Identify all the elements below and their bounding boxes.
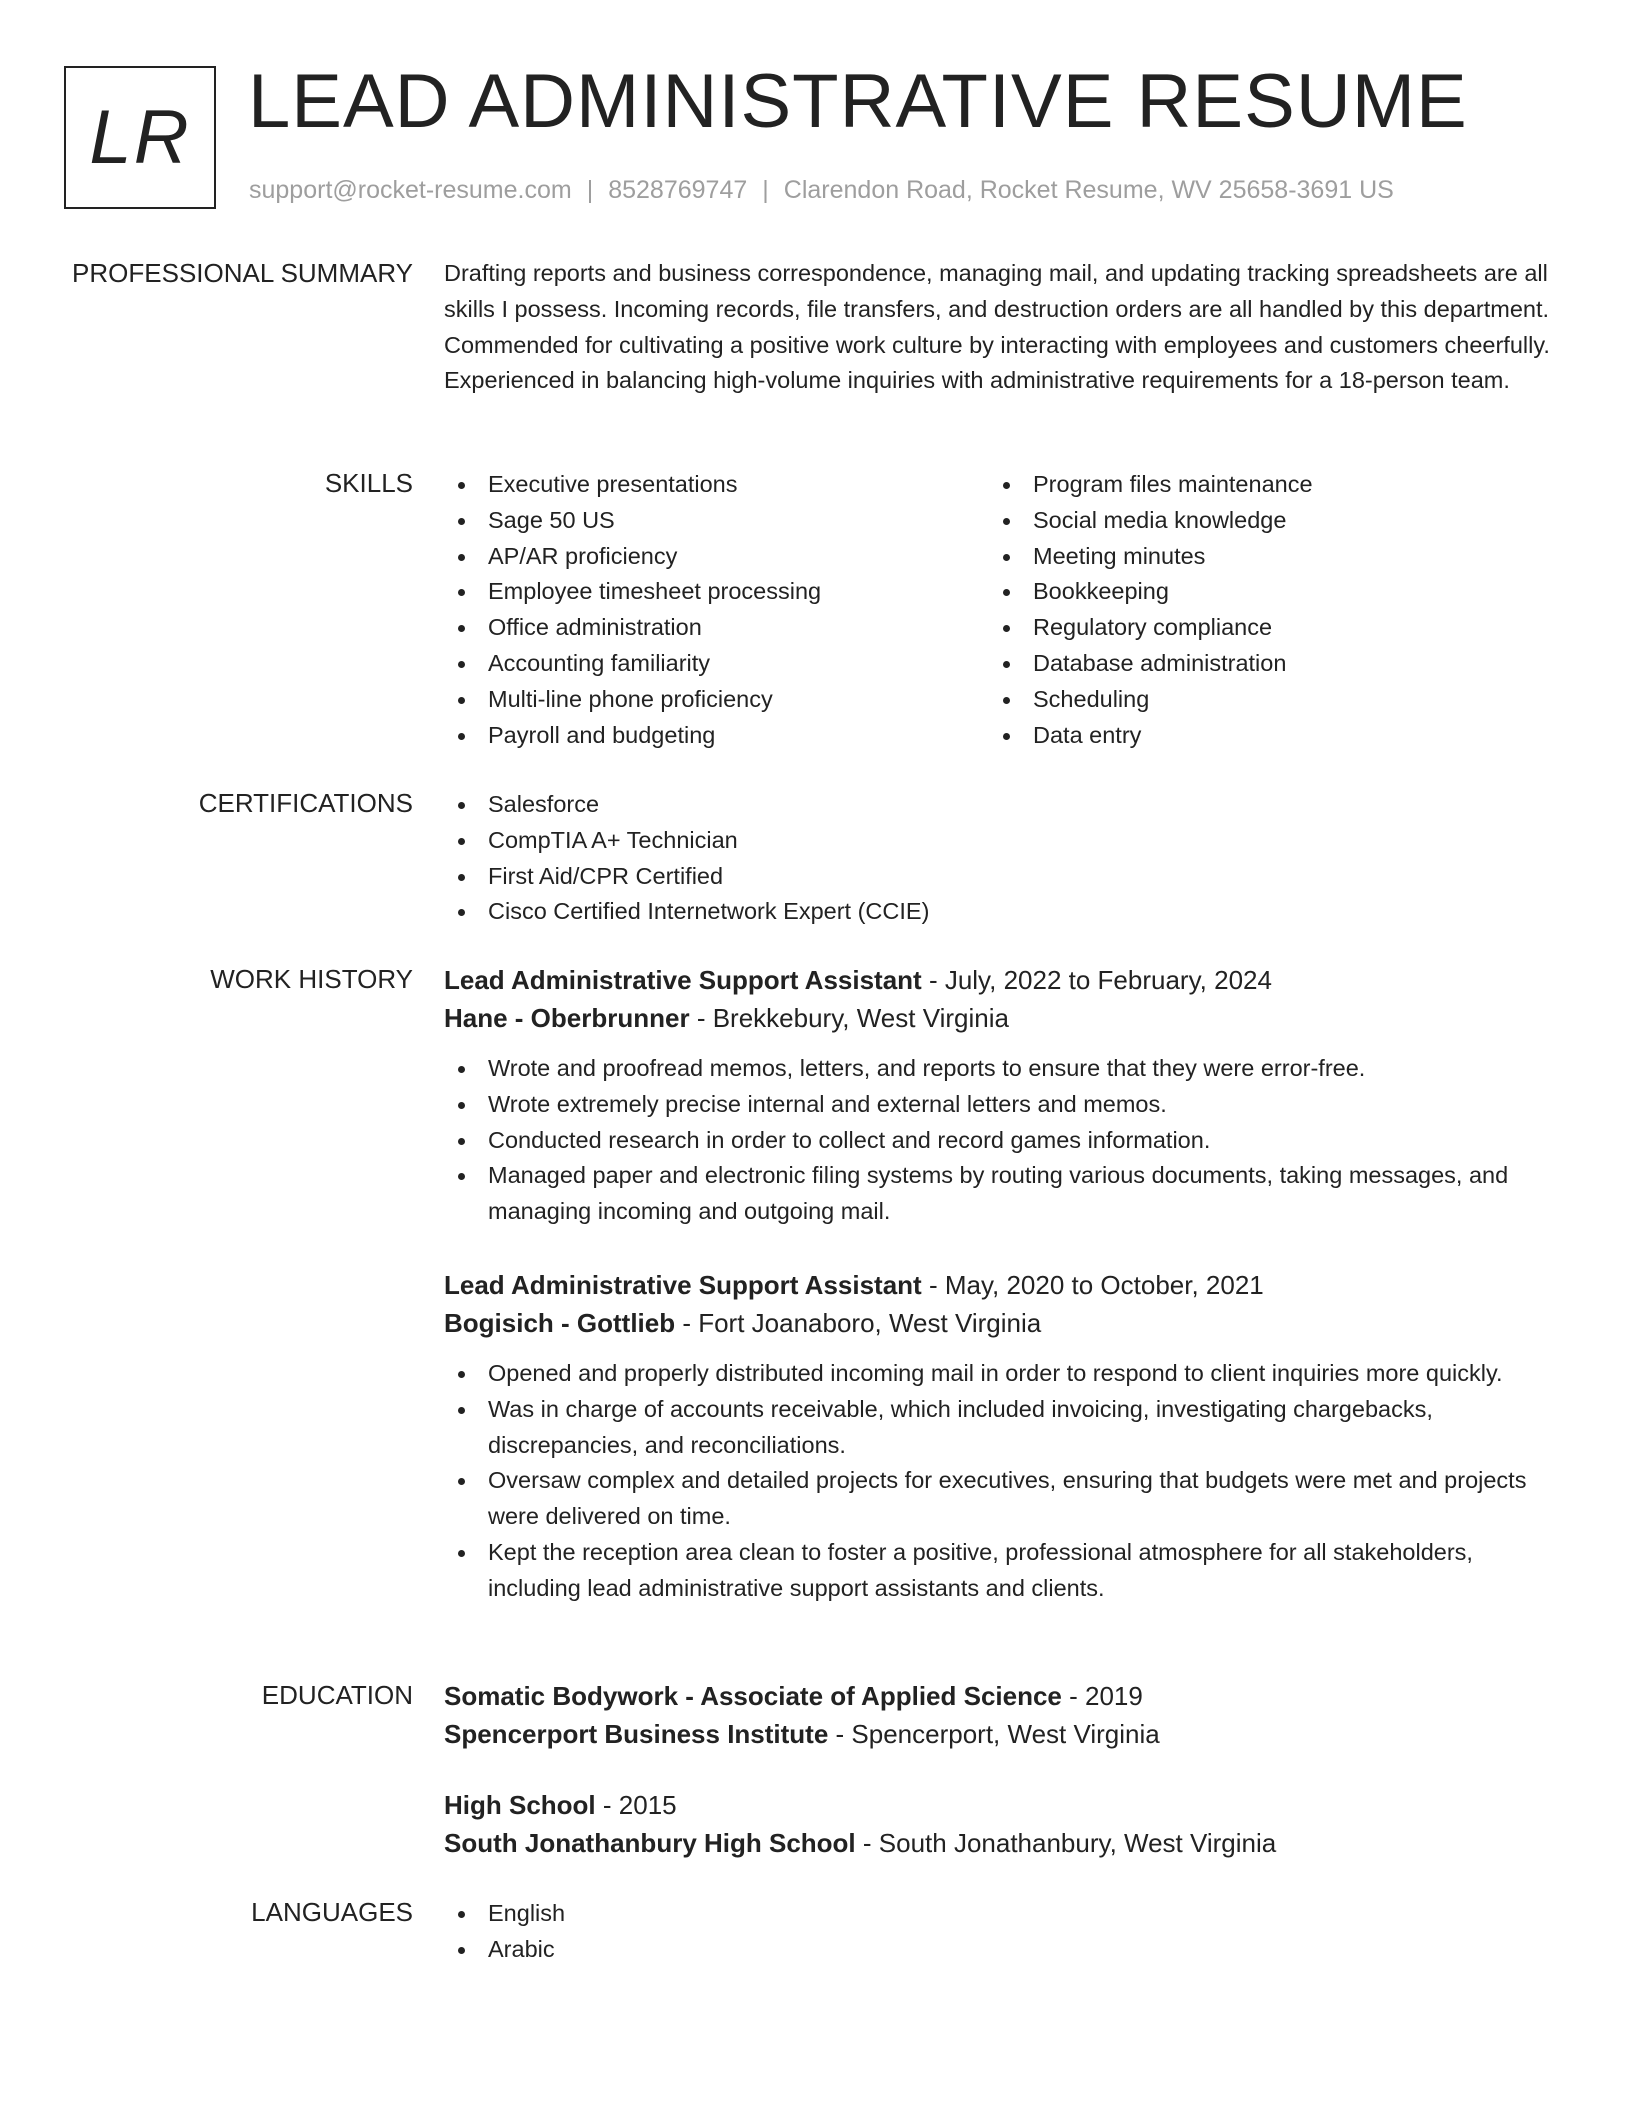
- education-school: South Jonathanbury High School: [444, 1828, 856, 1858]
- list-item: Executive presentations: [444, 467, 984, 503]
- list-item: Managed paper and electronic filing systems by routing various documents, taking messages, and managing incoming and outgoing mail.: [444, 1158, 1554, 1230]
- separator: |: [586, 176, 594, 204]
- list-item: Meeting minutes: [989, 539, 1529, 575]
- list-item: English: [444, 1896, 1554, 1932]
- list-item: Program files maintenance: [989, 467, 1529, 503]
- skills-section: [444, 467, 1554, 757]
- job-entry: [444, 961, 1554, 1230]
- education-location: - South Jonathanbury, West Virginia: [855, 1828, 1277, 1858]
- contact-address: Clarendon Road, Rocket Resume, WV 25658-3691 US: [783, 176, 1394, 204]
- list-item: Bookkeeping: [989, 574, 1529, 610]
- list-item: AP/AR proficiency: [444, 539, 984, 575]
- list-item: Sage 50 US: [444, 503, 984, 539]
- education-degree-line: [444, 1677, 1554, 1715]
- languages-section: [444, 1896, 1554, 1968]
- list-item: Multi-line phone proficiency: [444, 682, 984, 718]
- contact-email[interactable]: support@rocket-resume.com: [249, 176, 572, 204]
- list-item: Payroll and budgeting: [444, 718, 984, 754]
- languages-label: LANGUAGES: [251, 1897, 413, 1927]
- list-item: Cisco Certified Internetwork Expert (CCIE): [444, 894, 1554, 930]
- list-item: Scheduling: [989, 682, 1529, 718]
- job-title-line: [444, 1266, 1554, 1304]
- education-school-line: [444, 1824, 1554, 1862]
- list-item: Employee timesheet processing: [444, 574, 984, 610]
- contact-line: [249, 176, 1394, 205]
- certifications-section: [444, 787, 1554, 930]
- list-item: Oversaw complex and detailed projects for executives, ensuring that budgets were met and projects were delivered on time.: [444, 1463, 1554, 1535]
- job-company: Hane - Oberbrunner: [444, 1003, 690, 1033]
- education-degree-line: [444, 1786, 1554, 1824]
- skills-label: SKILLS: [324, 468, 413, 498]
- list-item: Arabic: [444, 1932, 1554, 1968]
- job-bullets: [444, 1356, 1554, 1607]
- list-item: Social media knowledge: [989, 503, 1529, 539]
- contact-phone[interactable]: 8528769747: [608, 176, 748, 204]
- job-title: Lead Administrative Support Assistant: [444, 1270, 922, 1300]
- list-item: Regulatory compliance: [989, 610, 1529, 646]
- job-dates: - May, 2020 to October, 2021: [921, 1270, 1264, 1300]
- summary-label: PROFESSIONAL SUMMARY: [72, 258, 413, 288]
- education-entry: [444, 1677, 1554, 1753]
- education-entry: [444, 1786, 1554, 1862]
- monogram: LR: [64, 66, 216, 209]
- job-location: - Fort Joanaboro, West Virginia: [675, 1308, 1042, 1338]
- list-item: Office administration: [444, 610, 984, 646]
- resume-title: LEAD ADMINISTRATIVE RESUME: [248, 59, 1468, 144]
- job-entry: [444, 1266, 1554, 1607]
- education-year: - 2019: [1061, 1681, 1143, 1711]
- certifications-list: [444, 787, 1554, 930]
- list-item: Was in charge of accounts receivable, which included invoicing, investigating chargebacks, discrepancies, and reconciliations.: [444, 1392, 1554, 1464]
- education-year: - 2015: [595, 1790, 677, 1820]
- job-title-line: [444, 961, 1554, 999]
- job-location: - Brekkebury, West Virginia: [689, 1003, 1009, 1033]
- education-school: Spencerport Business Institute: [444, 1719, 829, 1749]
- job-bullets: [444, 1051, 1554, 1230]
- languages-list: [444, 1896, 1554, 1968]
- education-degree: Somatic Bodywork - Associate of Applied Science: [444, 1681, 1062, 1711]
- certifications-label: CERTIFICATIONS: [198, 788, 413, 818]
- education-degree: High School: [444, 1790, 596, 1820]
- education-label: EDUCATION: [261, 1680, 413, 1710]
- list-item: Opened and properly distributed incoming mail in order to respond to client inquiries more quickly.: [444, 1356, 1554, 1392]
- summary-text: Drafting reports and business correspondence, managing mail, and updating tracking spreadsheets are all skills I possess. Incoming records, file transfers, and destruction orders are all handled by this department. Commended for cultivating a positive work culture by interacting with employees and customers cheerfully. Experienced in balancing high-volume inquiries with administrative requirements for a 18-person team.: [444, 260, 1550, 394]
- job-title: Lead Administrative Support Assistant: [444, 965, 922, 995]
- skills-list-right: [989, 467, 1529, 753]
- job-company-line: [444, 1304, 1554, 1342]
- list-item: First Aid/CPR Certified: [444, 859, 1554, 895]
- education-school-line: [444, 1715, 1554, 1753]
- job-dates: - July, 2022 to February, 2024: [921, 965, 1272, 995]
- education-location: - Spencerport, West Virginia: [828, 1719, 1160, 1749]
- list-item: Wrote and proofread memos, letters, and reports to ensure that they were error-free.: [444, 1051, 1554, 1087]
- list-item: Wrote extremely precise internal and external letters and memos.: [444, 1087, 1554, 1123]
- list-item: Data entry: [989, 718, 1529, 754]
- list-item: Kept the reception area clean to foster a positive, professional atmosphere for all stakeholders, including lead administrative support assistants and clients.: [444, 1535, 1554, 1607]
- list-item: Conducted research in order to collect and record games information.: [444, 1123, 1554, 1159]
- job-company: Bogisich - Gottlieb: [444, 1308, 676, 1338]
- list-item: Accounting familiarity: [444, 646, 984, 682]
- list-item: Salesforce: [444, 787, 1554, 823]
- list-item: Database administration: [989, 646, 1529, 682]
- work-history-label: WORK HISTORY: [210, 964, 413, 994]
- list-item: CompTIA A+ Technician: [444, 823, 1554, 859]
- job-company-line: [444, 999, 1554, 1037]
- skills-list-left: [444, 467, 984, 753]
- separator: |: [762, 176, 769, 204]
